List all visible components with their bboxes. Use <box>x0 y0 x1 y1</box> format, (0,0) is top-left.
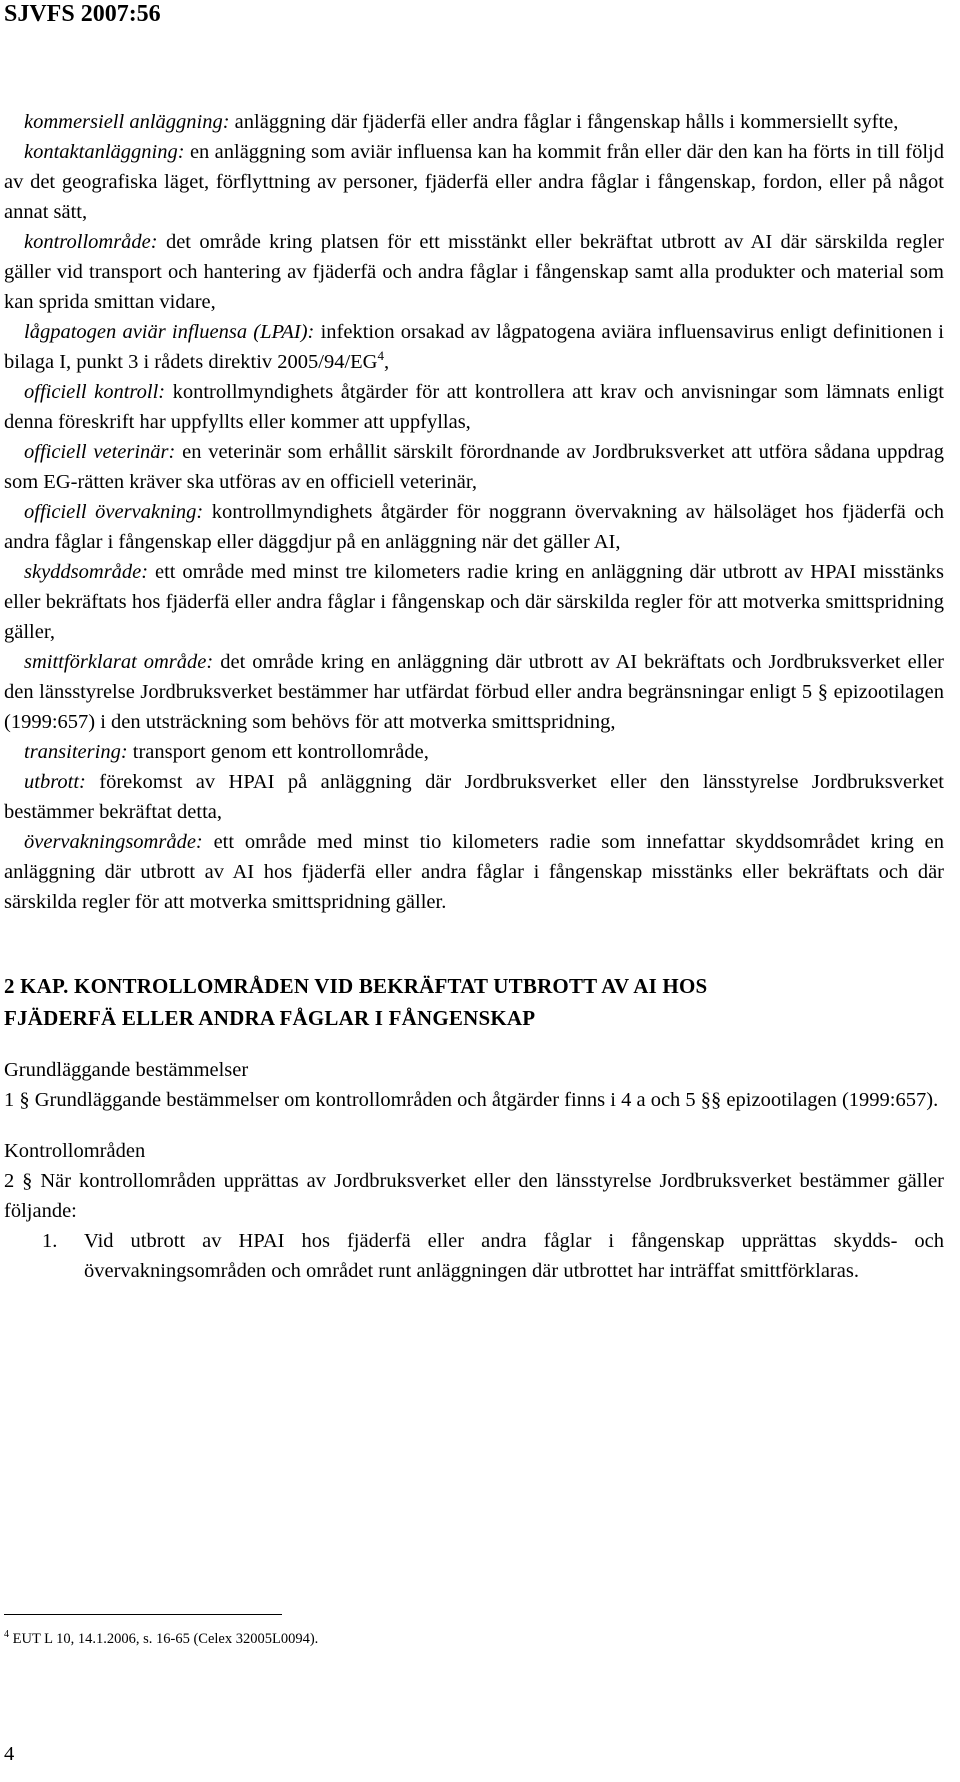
definition-item <box>4 647 944 737</box>
definition-text: ett område med minst tre kilometers radie kring en anläggning där utbrott av HPAI misstänks eller bekräftats hos fjäderfä eller andra fåglar i fångenskap och där särskilda regler för att motverka smittspridning gäller, <box>4 561 944 643</box>
definition-text: det område kring platsen för ett misstänkt eller bekräftat utbrott av AI där särskilda regler gäller vid transport och hantering av fjäderfä och andra fåglar i fångenskap samt alla produkter och material som kan sprida smittan vidare, <box>4 231 944 313</box>
definition-item <box>4 377 944 437</box>
chapter-heading-line: FJÄDERFÄ ELLER ANDRA FÅGLAR I FÅNGENSKAP <box>4 1006 536 1030</box>
definition-text: anläggning där fjäderfä eller andra fåglar i fångenskap hålls i kommersiellt syfte, <box>229 111 899 133</box>
section-paragraph: 2 § När kontrollområden upprättas av Jordbruksverket eller den länsstyrelse Jordbruksverket bestämmer gäller följande: <box>4 1170 944 1222</box>
definition-term: lågpatogen aviär influensa (LPAI): <box>24 321 315 343</box>
definition-item <box>4 317 944 377</box>
definitions-list <box>4 107 944 917</box>
definition-item <box>4 827 944 917</box>
definition-item <box>4 227 944 317</box>
list-item <box>4 1226 944 1286</box>
chapter-heading <box>4 970 944 1034</box>
definition-item <box>4 137 944 227</box>
definition-item <box>4 767 944 827</box>
definition-text: kontrollmyndighets åtgärder för noggrann övervakning av hälsoläget hos fjäderfä och andra fåglar i fångenskap eller däggdjur på en anläggning när det gäller AI, <box>4 501 944 553</box>
footnote <box>4 1628 318 1650</box>
definition-text-end: , <box>383 351 390 373</box>
section-heading: Grundläggande bestämmelser <box>4 1059 249 1081</box>
definition-term: skyddsområde: <box>24 561 149 583</box>
definition-text: det område kring en anläggning där utbrott av AI bekräftats och Jordbruksverket eller den länsstyrelse Jordbruksverket bestämmer har utfärdat förbud eller andra begränsningar enligt 5 § epizootilagen (1999:657) i den utsträckning som behövs för att motverka smittspridning, <box>4 651 944 733</box>
definition-text: transport genom ett kontrollområde, <box>127 741 429 763</box>
footnote-ref: 4 <box>377 348 384 364</box>
definition-term: kontrollområde: <box>24 231 158 253</box>
definition-item <box>4 107 944 137</box>
definition-text: ett område med minst tio kilometers radie som innefattar skyddsområdet kring en anläggning där utbrott av AI hos fjäderfä eller andra fåglar i fångenskap misstänks eller bekräftats och där särskilda regler för att motverka smittspridning gäller. <box>4 831 944 913</box>
page-number: 4 <box>4 1743 15 1765</box>
list-item-number: 1. <box>42 1230 58 1252</box>
footnote-number: 4 <box>4 1629 9 1641</box>
definition-text: kontrollmyndighets åtgärder för att kontrollera att krav och anvisningar som lämnats enligt denna föreskrift har uppfyllts eller kommer att uppfyllas, <box>4 381 944 433</box>
footnote-text: EUT L 10, 14.1.2006, s. 16-65 (Celex 32005L0094). <box>9 1631 319 1647</box>
definition-term: smittförklarat område: <box>24 651 214 673</box>
section-heading: Kontrollområden <box>4 1140 146 1162</box>
definition-item <box>4 737 944 767</box>
definition-term: utbrott: <box>24 771 86 793</box>
document-body <box>4 107 944 1286</box>
definition-term: kontaktanläggning: <box>24 141 185 163</box>
definition-term: kommersiell anläggning: <box>24 111 230 133</box>
footnote-divider <box>4 1614 282 1615</box>
definition-text: en veterinär som erhållit särskilt förordnande av Jordbruksverket att utföra sådana uppdrag som EG-rätten kräver ska utföras av en officiell veterinär, <box>4 441 944 493</box>
list-item-text: Vid utbrott av HPAI hos fjäderfä eller andra fåglar i fångenskap upprättas skydds- och övervakningsområden och området runt anläggningen där utbrottet har inträffat smittförklaras. <box>84 1230 944 1282</box>
definition-text: förekomst av HPAI på anläggning där Jordbruksverket eller den länsstyrelse Jordbruksverket bestämmer bekräftat detta, <box>4 771 944 823</box>
definition-term: officiell kontroll: <box>24 381 166 403</box>
definition-text: en anläggning som aviär influensa kan ha kommit från eller där den kan ha förts in till följd av det geografiska läget, förflyttning av personer, fjäderfä eller andra fåglar i fångenskap, fordon, eller på något annat sätt, <box>4 141 944 223</box>
definition-item <box>4 557 944 647</box>
definition-term: övervakningsområde: <box>24 831 203 853</box>
definition-item <box>4 437 944 497</box>
definition-item <box>4 497 944 557</box>
section-paragraph: 1 § Grundläggande bestämmelser om kontrollområden och åtgärder finns i 4 a och 5 §§ epizootilagen (1999:657). <box>4 1089 939 1111</box>
document-header: SJVFS 2007:56 <box>4 1 161 27</box>
chapter-heading-line: 2 KAP. KONTROLLOMRÅDEN VID BEKRÄFTAT UTBROTT AV AI HOS <box>4 974 708 998</box>
definition-term: officiell övervakning: <box>24 501 204 523</box>
definition-term: officiell veterinär: <box>24 441 176 463</box>
definition-term: transitering: <box>24 741 128 763</box>
definition-text: infektion orsakad av lågpatogena aviära influensavirus enligt definitionen i bilaga I, punkt 3 i rådets direktiv 2005/94/EG <box>4 321 944 373</box>
